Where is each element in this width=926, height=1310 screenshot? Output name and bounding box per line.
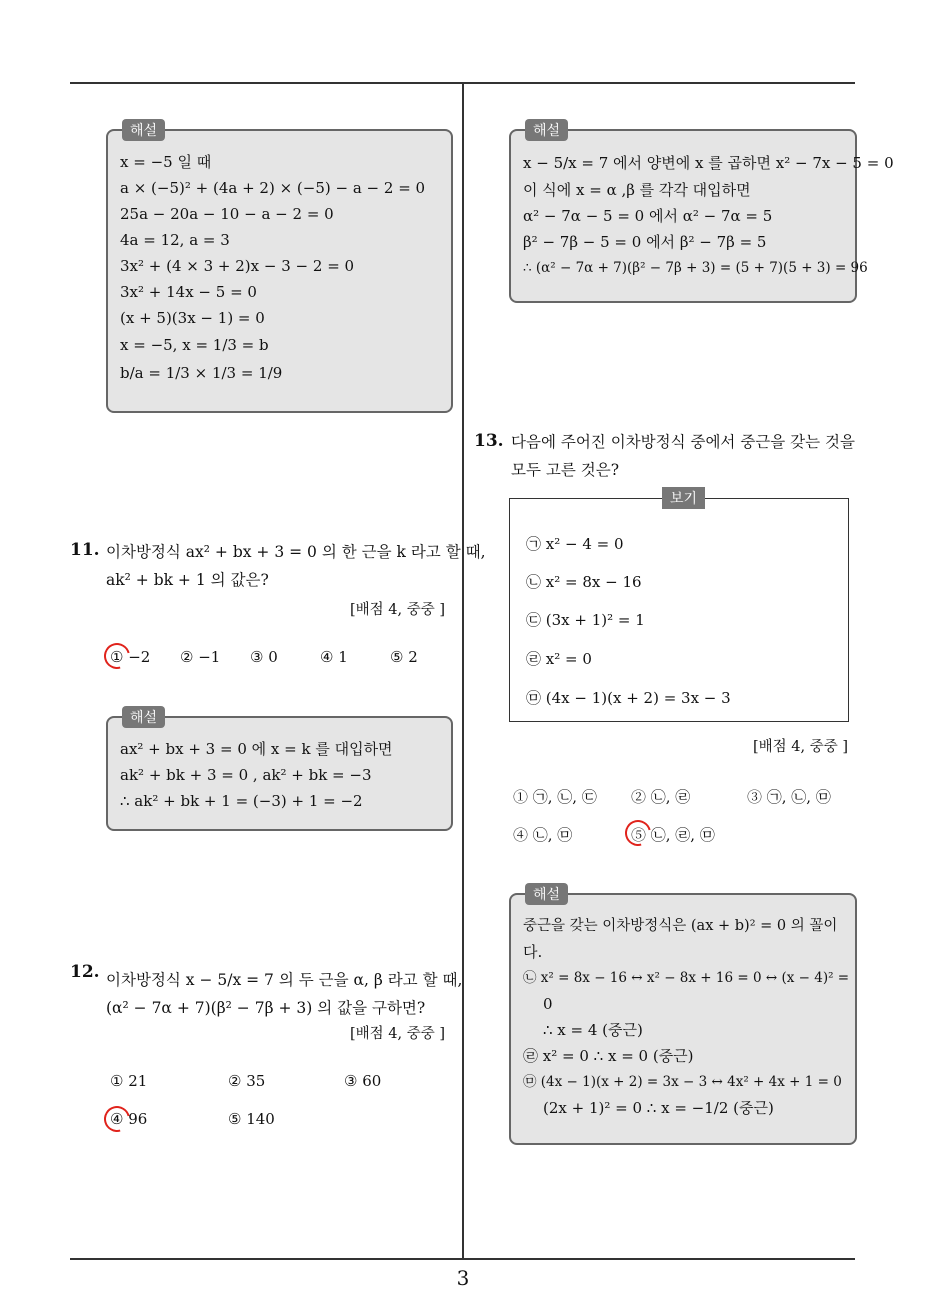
choice-1[interactable]: ① 21 bbox=[110, 1072, 148, 1090]
solution-line: β² − 7β − 5 = 0 에서 β² − 7β = 5 bbox=[523, 233, 767, 251]
solution-line: α² − 7α − 5 = 0 에서 α² − 7α = 5 bbox=[523, 207, 773, 225]
solution-label: 해설 bbox=[122, 119, 165, 141]
solution-line: (x + 5)(3x − 1) = 0 bbox=[120, 309, 265, 327]
example-item: ㉤ (4x − 1)(x + 2) = 3x − 3 bbox=[526, 689, 731, 707]
choice-3[interactable]: ③ 60 bbox=[344, 1072, 382, 1090]
choice-5[interactable]: ⑤ 2 bbox=[390, 648, 418, 666]
solution-box-q11 bbox=[106, 710, 453, 831]
solution-line: ∴ ak² + bk + 1 = (−3) + 1 = −2 bbox=[120, 792, 363, 810]
question-text: 이차방정식 ax² + bx + 3 = 0 의 한 근을 k 라고 할 때, bbox=[106, 543, 486, 561]
choice-2[interactable]: ② −1 bbox=[180, 648, 221, 666]
solution-line: ak² + bk + 3 = 0 , ak² + bk = −3 bbox=[120, 766, 372, 784]
solution-line: 0 bbox=[543, 995, 553, 1013]
question-points: [배점 4, 중중 ] bbox=[753, 739, 849, 755]
solution-box-q13 bbox=[509, 887, 857, 1145]
question-points: [배점 4, 중중 ] bbox=[350, 1026, 446, 1042]
choice-1[interactable]: ① −2 bbox=[110, 648, 151, 666]
solution-label: 해설 bbox=[525, 119, 568, 141]
solution-line: (2x + 1)² = 0 ∴ x = −1/2 (중근) bbox=[543, 1099, 774, 1117]
solution-label: 해설 bbox=[525, 883, 568, 905]
example-item: ㉡ x² = 8x − 16 bbox=[526, 573, 642, 591]
solution-line: ㉣ x² = 0 ∴ x = 0 (중근) bbox=[523, 1047, 694, 1065]
solution-line: 중근을 갖는 이차방정식은 (ax + b)² = 0 의 꼴이 bbox=[523, 918, 838, 934]
solution-box-q12 bbox=[509, 123, 894, 303]
column-divider bbox=[462, 82, 464, 1259]
solution-line: x = −5 일 때 bbox=[120, 153, 212, 171]
choice-5[interactable]: ⑤ 140 bbox=[228, 1110, 275, 1128]
question-number: 13. bbox=[474, 431, 504, 451]
solution-line: ㉡ x² = 8x − 16 ↔ x² − 8x + 16 = 0 ↔ (x − 4)² = bbox=[523, 970, 850, 986]
example-box bbox=[509, 491, 849, 722]
solution-line: ax² + bx + 3 = 0 에 x = k 를 대입하면 bbox=[120, 740, 393, 758]
example-label: 보기 bbox=[662, 487, 705, 509]
solution-label: 해설 bbox=[122, 706, 165, 728]
solution-line: 3x² + (4 × 3 + 2)x − 3 − 2 = 0 bbox=[120, 257, 355, 275]
solution-line: a × (−5)² + (4a + 2) × (−5) − a − 2 = 0 bbox=[120, 179, 426, 197]
question-text: ak² + bk + 1 의 값은? bbox=[106, 571, 269, 589]
question-number: 12. bbox=[70, 962, 100, 982]
choice-4[interactable]: ④ 1 bbox=[320, 648, 348, 666]
solution-line: b/a = 1/3 × 1/3 = 1/9 bbox=[120, 364, 283, 382]
choice-4[interactable]: ④ 96 bbox=[110, 1110, 148, 1128]
solution-line: 25a − 20a − 10 − a − 2 = 0 bbox=[120, 205, 334, 223]
solution-line: x = −5, x = 1/3 = b bbox=[120, 336, 269, 354]
choice-2[interactable]: ② ㉡, ㉣ bbox=[631, 788, 691, 806]
question-text: (α² − 7α + 7)(β² − 7β + 3) 의 값을 구하면? bbox=[106, 999, 426, 1017]
solution-box-q10 bbox=[106, 123, 453, 413]
choice-2[interactable]: ② 35 bbox=[228, 1072, 266, 1090]
solution-line: 다. bbox=[523, 943, 543, 961]
bottom-rule bbox=[70, 1258, 855, 1260]
example-item: ㉠ x² − 4 = 0 bbox=[526, 535, 624, 553]
page-number: 3 bbox=[456, 1266, 470, 1290]
solution-line: ∴ x = 4 (중근) bbox=[543, 1021, 643, 1039]
answer-mark bbox=[620, 815, 656, 851]
question-points: [배점 4, 중중 ] bbox=[350, 602, 446, 618]
choice-1[interactable]: ① ㉠, ㉡, ㉢ bbox=[513, 788, 597, 806]
solution-line: 이 식에 x = α ,β 를 각각 대입하면 bbox=[523, 181, 751, 199]
solution-line: 3x² + 14x − 5 = 0 bbox=[120, 283, 257, 301]
choice-5[interactable]: ⑤ ㉡, ㉣, ㉤ bbox=[631, 826, 715, 844]
question-number: 11. bbox=[70, 540, 100, 560]
answer-mark bbox=[99, 1101, 135, 1137]
example-item: ㉣ x² = 0 bbox=[526, 650, 592, 668]
solution-line: ㉤ (4x − 1)(x + 2) = 3x − 3 ↔ 4x² + 4x + 1 = 0 bbox=[523, 1074, 842, 1090]
question-text: 다음에 주어진 이차방정식 중에서 중근을 갖는 것을 bbox=[511, 433, 855, 451]
solution-line: ∴ (α² − 7α + 7)(β² − 7β + 3) = (5 + 7)(5 + 3) = 96 bbox=[523, 260, 868, 276]
choice-4[interactable]: ④ ㉡, ㉤ bbox=[513, 826, 573, 844]
solution-line: x − 5/x = 7 에서 양변에 x 를 곱하면 x² − 7x − 5 = 0 bbox=[523, 154, 894, 172]
question-text: 이차방정식 x − 5/x = 7 의 두 근을 α, β 라고 할 때, bbox=[106, 971, 463, 989]
example-item: ㉢ (3x + 1)² = 1 bbox=[526, 611, 645, 629]
question-text: 모두 고른 것은? bbox=[511, 461, 620, 479]
choice-3[interactable]: ③ 0 bbox=[250, 648, 278, 666]
choice-3[interactable]: ③ ㉠, ㉡, ㉤ bbox=[747, 788, 831, 806]
solution-line: 4a = 12, a = 3 bbox=[120, 231, 230, 249]
answer-mark bbox=[99, 638, 135, 674]
